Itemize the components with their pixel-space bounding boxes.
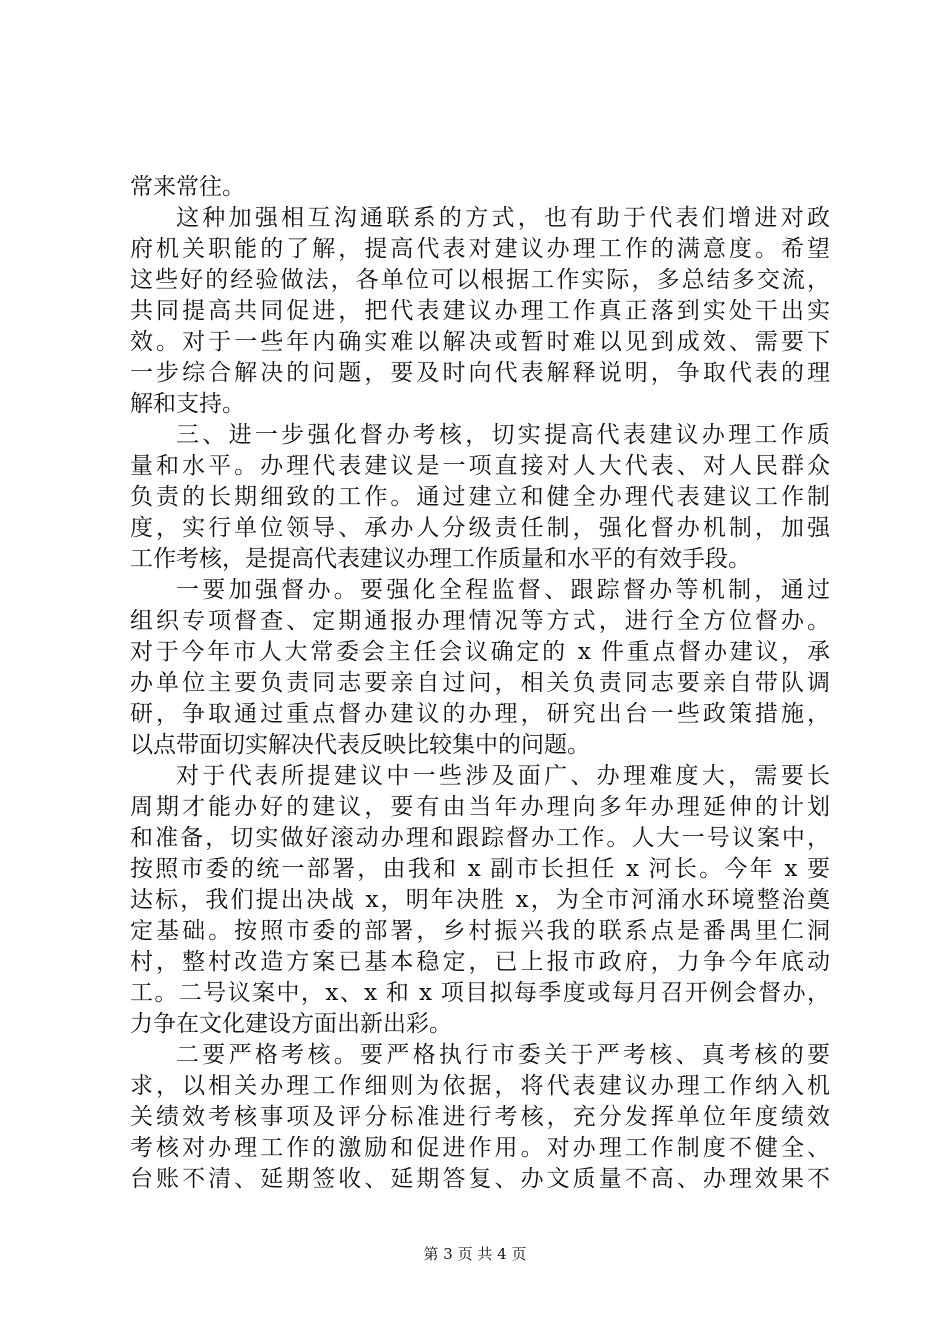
text-line: 对于代表所提建议中一些涉及面广、办理难度大，需要长 [176,763,830,789]
text-line: 组织专项督查、定期通报办理情况等方式，进行全方位督办。 [130,608,830,634]
text-line: 负责的长期细致的工作。通过建立和健全办理代表建议工作制 [130,484,830,510]
text-line: 考核对办理工作的激励和促进作用。对办理工作制度不健全、 [130,1135,830,1161]
document-body [130,172,830,1195]
text-line: 量和水平。办理代表建议是一项直接对人大代表、对人民群众 [130,453,830,479]
text-line: 效。对于一些年内确实难以解决或暂时难以见到成效、需要下 [130,329,830,355]
text-line: 一要加强督办。要强化全程监督、跟踪督办等机制，通过 [176,577,830,603]
text-line: 这些好的经验做法，各单位可以根据工作实际，多总结多交流， [130,267,830,293]
text-line: 研，争取通过重点督办建议的办理，研究出台一些政策措施， [130,701,830,727]
text-line: 达标，我们提出决战 x，明年决胜 x，为全市河涌水环境整治奠 [130,887,830,913]
text-line: 办单位主要负责同志要亲自过问，相关负责同志要亲自带队调 [130,670,830,696]
text-line: 关绩效考核事项及评分标准进行考核，充分发挥单位年度绩效 [130,1104,830,1130]
text-line: 三、进一步强化督办考核，切实提高代表建议办理工作质 [176,422,830,448]
page-footer: 第 3 页 共 4 页 [423,1245,527,1263]
text-line: 周期才能办好的建议，要有由当年办理向多年办理延伸的计划 [130,794,830,820]
text-line: 按照市委的统一部署，由我和 x 副市长担任 x 河长。今年 x 要 [130,856,830,882]
text-line: 力争在文化建设方面出新出彩。 [130,1011,452,1037]
text-line: 常来常往。 [130,174,245,200]
text-line: 共同提高共同促进，把代表建议办理工作真正落到实处干出实 [130,298,830,324]
text-line: 村，整村改造方案已基本稳定，已上报市政府，力争今年底动 [130,949,830,975]
text-line: 求，以相关办理工作细则为依据，将代表建议办理工作纳入机 [130,1073,830,1099]
text-line: 工作考核，是提高代表建议办理工作质量和水平的有效手段。 [130,546,751,572]
text-line: 台账不清、延期签收、延期答复、办文质量不高、办理效果不 [130,1166,830,1192]
text-line: 工。二号议案中，x、x 和 x 项目拟每季度或每月召开例会督办， [130,980,830,1006]
text-line: 和准备，切实做好滚动办理和跟踪督办工作。人大一号议案中， [130,825,830,851]
text-line: 解和支持。 [130,391,245,417]
text-line: 府机关职能的了解，提高代表对建议办理工作的满意度。希望 [130,236,830,262]
text-line: 这种加强相互沟通联系的方式，也有助于代表们增进对政 [176,205,830,231]
text-line: 度，实行单位领导、承办人分级责任制，强化督办机制，加强 [130,515,830,541]
text-line: 定基础。按照市委的部署，乡村振兴我的联系点是番禺里仁洞 [130,918,830,944]
text-line: 对于今年市人大常委会主任会议确定的 x 件重点督办建议，承 [130,639,830,665]
text-line: 二要严格考核。要严格执行市委关于严考核、真考核的要 [176,1042,830,1068]
text-line: 一步综合解决的问题，要及时向代表解释说明，争取代表的理 [130,360,830,386]
text-line: 以点带面切实解决代表反映比较集中的问题。 [130,732,590,758]
